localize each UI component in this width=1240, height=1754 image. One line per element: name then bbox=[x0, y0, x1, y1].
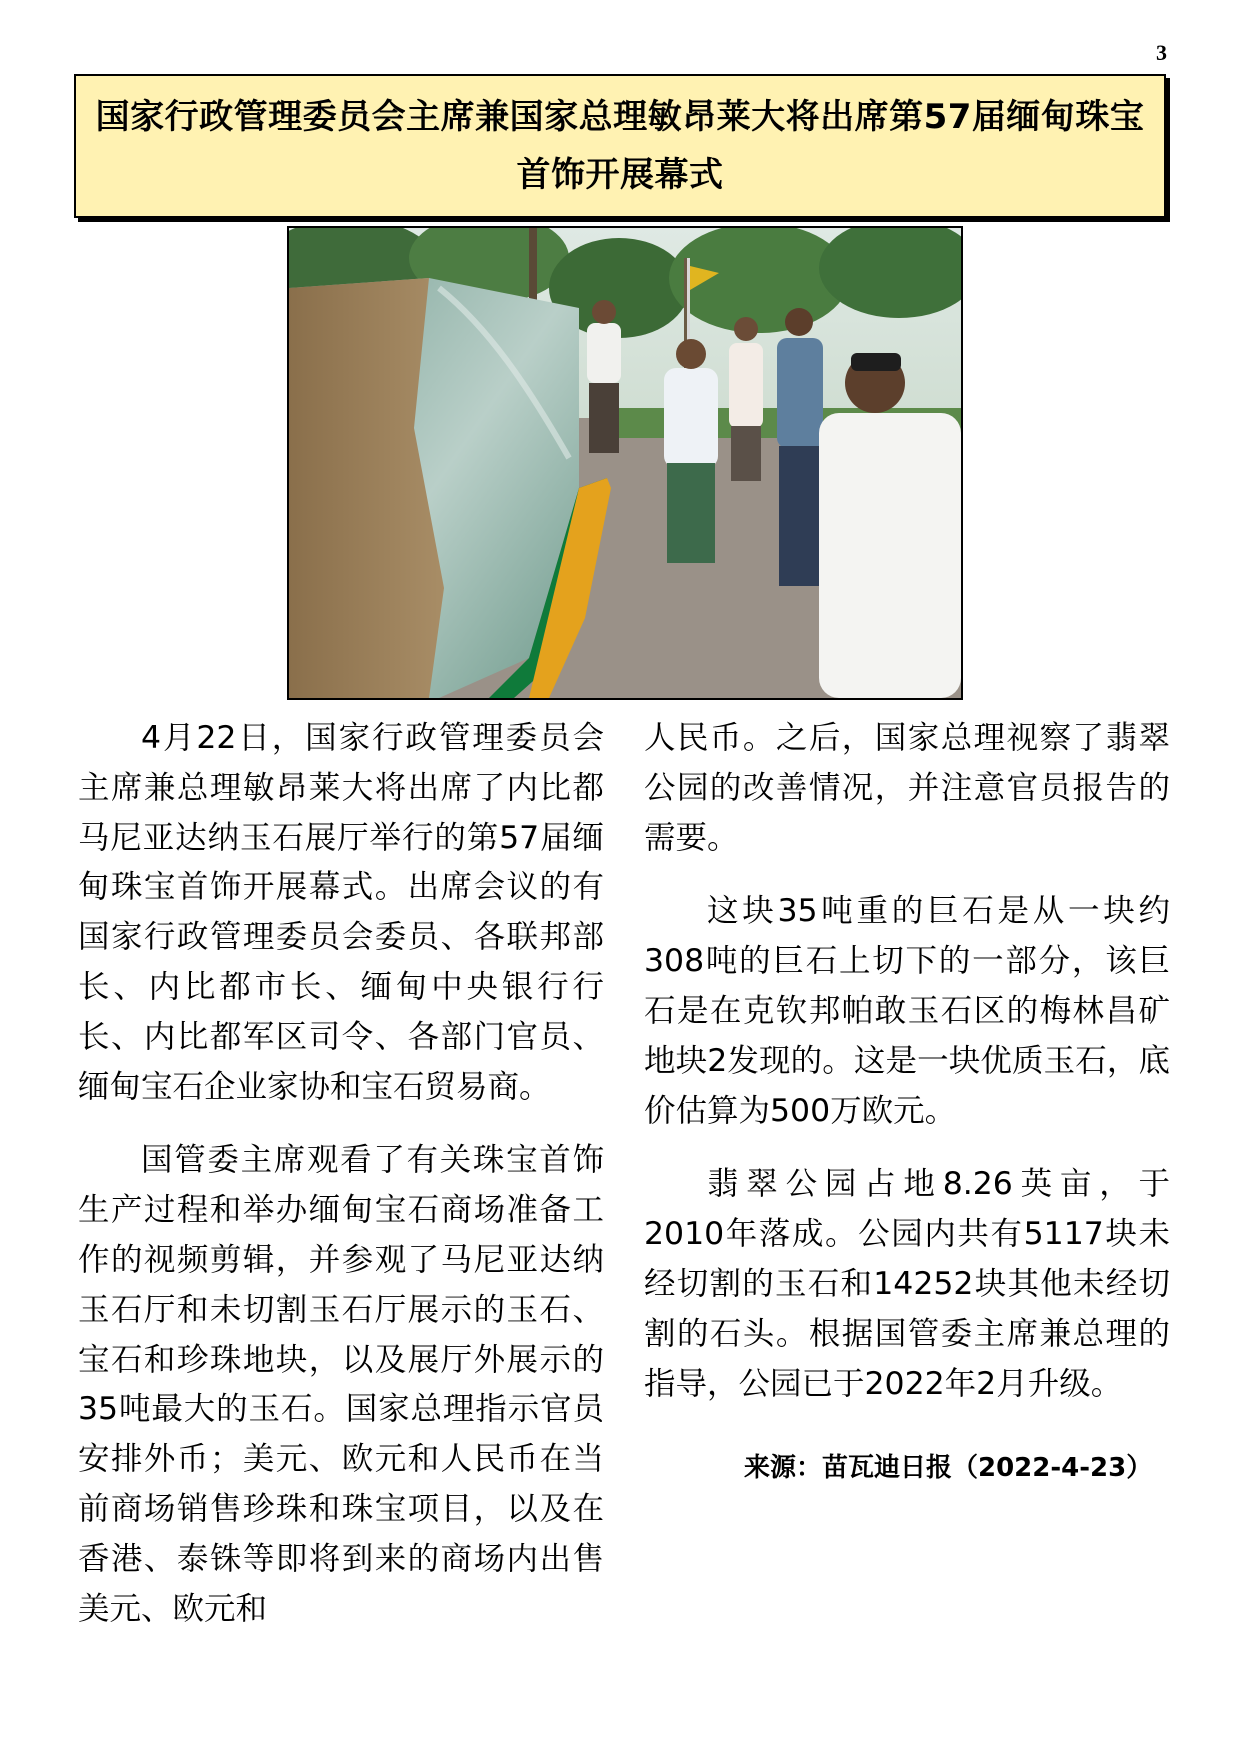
headline-box bbox=[74, 74, 1166, 218]
jade-boulder-scene bbox=[289, 228, 961, 698]
news-photo bbox=[287, 226, 963, 700]
article-paragraph: 翡翠公园占地8.26英亩，于2010年落成。公园内共有5117块未经切割的玉石和14252块其他未经切割的石头。根据国管委主席兼总理的指导，公园已于2022年2月升级。 bbox=[644, 1166, 1170, 1402]
headline: 国家行政管理委员会主席兼国家总理敏昂莱大将出席第57届缅甸珠宝首饰开展幕式 bbox=[95, 97, 1145, 195]
article-paragraph: 4月22日，国家行政管理委员会主席兼总理敏昂莱大将出席了内比都马尼亚达纳玉石展厅举行的第57届缅甸珠宝首饰开展幕式。出席会议的有国家行政管理委员会委员、各联邦部长、内比都市长、缅甸中央银行行长、内比都军区司令、各部门官员、缅甸宝石企业家协和宝石贸易商。 bbox=[78, 720, 604, 1105]
jade-boulder bbox=[289, 278, 611, 698]
article-column-left bbox=[78, 714, 604, 1658]
article-paragraph: 国管委主席观看了有关珠宝首饰生产过程和举办缅甸宝石商场准备工作的视频剪辑，并参观了马尼亚达纳玉石厅和未切割玉石厅展示的玉石、宝石和珍珠地块，以及展厅外展示的35吨最大的玉石。国家总理指示官员安排外币；美元、欧元和人民币在当前商场销售珍珠和珠宝项目，以及在香港、泰铢等即将到来的商场内出售美元、欧元和 bbox=[78, 1142, 604, 1627]
source-credit: 来源：苗瓦迪日报（2022-4-23） bbox=[744, 1453, 1153, 1483]
article-paragraph-continued: 人民币。之后，国家总理视察了翡翠公园的改善情况，并注意官员报告的需要。 bbox=[644, 720, 1170, 856]
article-column-right bbox=[644, 714, 1170, 1433]
page-number: 3 bbox=[1156, 40, 1167, 65]
article-paragraph: 这块35吨重的巨石是从一块约308吨的巨石上切下的一部分，该巨石是在克钦邦帕敢玉石区的梅林昌矿地块2发现的。这是一块优质玉石，底价估算为500万欧元。 bbox=[644, 893, 1170, 1129]
